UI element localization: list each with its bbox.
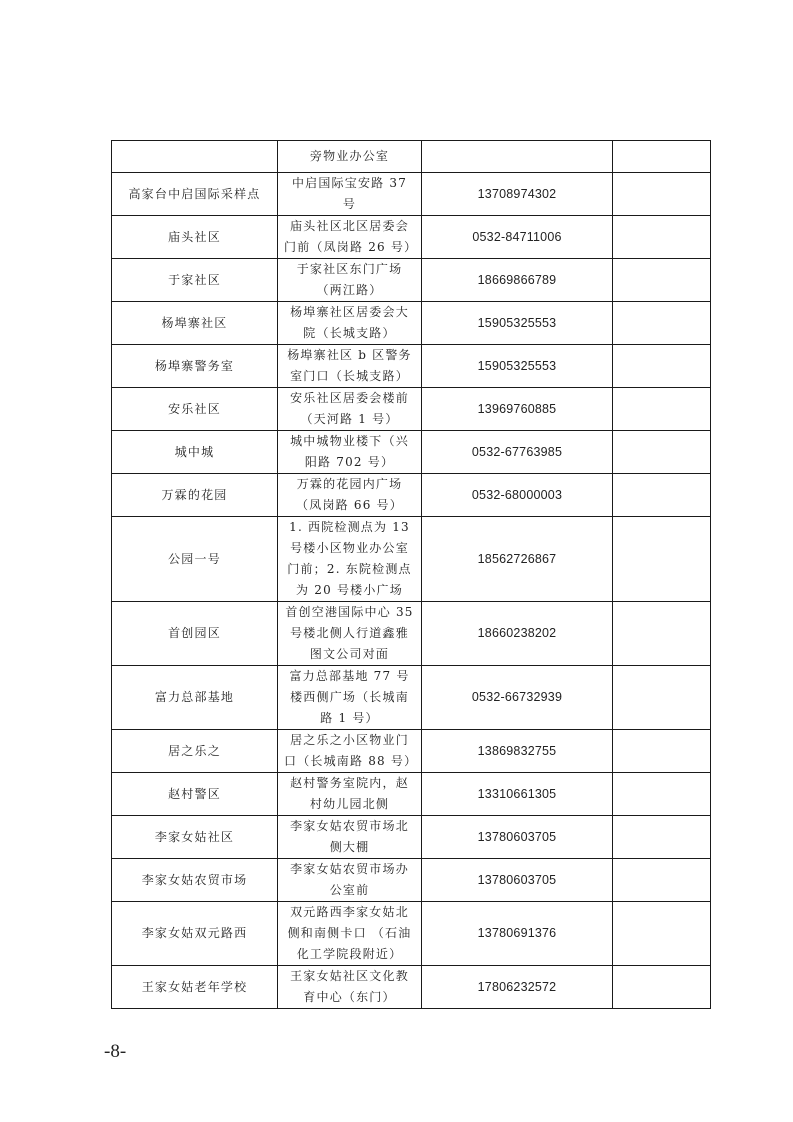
site-name-cell: 杨埠寨警务室 xyxy=(112,345,278,388)
site-note-cell xyxy=(613,173,711,216)
site-name-cell: 万霖的花园 xyxy=(112,474,278,517)
site-note-cell xyxy=(613,602,711,666)
site-phone-cell: 18669866789 xyxy=(422,259,613,302)
site-phone-cell: 13780603705 xyxy=(422,816,613,859)
site-note-cell xyxy=(613,773,711,816)
site-address-cell: 万霖的花园内广场（凤岗路 66 号） xyxy=(278,474,422,517)
site-name-cell: 首创园区 xyxy=(112,602,278,666)
site-phone-cell: 0532-67763985 xyxy=(422,431,613,474)
site-name-cell: 庙头社区 xyxy=(112,216,278,259)
table-row xyxy=(112,474,711,517)
site-phone-cell: 13310661305 xyxy=(422,773,613,816)
site-name-cell xyxy=(112,141,278,173)
site-phone-cell: 13780691376 xyxy=(422,902,613,966)
site-address-cell: 杨埠寨社区居委会大院（长城支路） xyxy=(278,302,422,345)
site-address-cell: 中启国际宝安路 37 号 xyxy=(278,173,422,216)
site-address-cell: 杨埠寨社区 b 区警务室门口（长城支路） xyxy=(278,345,422,388)
site-note-cell xyxy=(613,816,711,859)
table-row xyxy=(112,388,711,431)
site-note-cell xyxy=(613,902,711,966)
site-note-cell xyxy=(613,859,711,902)
site-phone-cell: 0532-68000003 xyxy=(422,474,613,517)
site-note-cell xyxy=(613,259,711,302)
site-phone-cell: 13780603705 xyxy=(422,859,613,902)
site-phone-cell: 13869832755 xyxy=(422,730,613,773)
site-note-cell xyxy=(613,216,711,259)
site-phone-cell: 18562726867 xyxy=(422,517,613,602)
site-name-cell: 高家台中启国际采样点 xyxy=(112,173,278,216)
site-note-cell xyxy=(613,388,711,431)
table-row xyxy=(112,666,711,730)
site-name-cell: 李家女姑社区 xyxy=(112,816,278,859)
site-address-cell: 旁物业办公室 xyxy=(278,141,422,173)
site-note-cell xyxy=(613,474,711,517)
site-note-cell xyxy=(613,966,711,1009)
site-address-cell: 庙头社区北区居委会门前（凤岗路 26 号） xyxy=(278,216,422,259)
site-name-cell: 李家女姑双元路西 xyxy=(112,902,278,966)
table-row xyxy=(112,730,711,773)
site-address-cell: 赵村警务室院内，赵村幼儿园北侧 xyxy=(278,773,422,816)
site-address-cell: 双元路西李家女姑北侧和南侧卡口 （石油化工学院段附近） xyxy=(278,902,422,966)
site-name-cell: 李家女姑农贸市场 xyxy=(112,859,278,902)
site-name-cell: 杨埠寨社区 xyxy=(112,302,278,345)
site-phone-cell: 18660238202 xyxy=(422,602,613,666)
table-row xyxy=(112,859,711,902)
site-address-cell: 王家女姑社区文化教育中心（东门） xyxy=(278,966,422,1009)
site-address-cell: 城中城物业楼下（兴阳路 702 号） xyxy=(278,431,422,474)
table-row xyxy=(112,345,711,388)
site-phone-cell: 13969760885 xyxy=(422,388,613,431)
site-note-cell xyxy=(613,431,711,474)
site-address-cell: 首创空港国际中心 35 号楼北侧人行道鑫雅图文公司对面 xyxy=(278,602,422,666)
site-name-cell: 王家女姑老年学校 xyxy=(112,966,278,1009)
site-address-cell: 1. 西院检测点为 13 号楼小区物业办公室门前；2. 东院检测点为 20 号楼小广场 xyxy=(278,517,422,602)
site-phone-cell: 15905325553 xyxy=(422,302,613,345)
table-row xyxy=(112,141,711,173)
site-note-cell xyxy=(613,302,711,345)
site-address-cell: 居之乐之小区物业门口（长城南路 88 号） xyxy=(278,730,422,773)
site-note-cell xyxy=(613,345,711,388)
site-phone-cell xyxy=(422,141,613,173)
table-row xyxy=(112,431,711,474)
site-note-cell xyxy=(613,517,711,602)
site-address-cell: 李家女姑农贸市场办公室前 xyxy=(278,859,422,902)
table-row xyxy=(112,966,711,1009)
site-phone-cell: 13708974302 xyxy=(422,173,613,216)
table-row xyxy=(112,173,711,216)
site-address-cell: 安乐社区居委会楼前（天河路 1 号） xyxy=(278,388,422,431)
table-row xyxy=(112,902,711,966)
site-phone-cell: 15905325553 xyxy=(422,345,613,388)
site-address-cell: 富力总部基地 77 号楼西侧广场（长城南路 1 号） xyxy=(278,666,422,730)
site-name-cell: 居之乐之 xyxy=(112,730,278,773)
site-note-cell xyxy=(613,141,711,173)
table-row xyxy=(112,602,711,666)
site-address-cell: 于家社区东门广场（两江路） xyxy=(278,259,422,302)
site-note-cell xyxy=(613,730,711,773)
table-row xyxy=(112,816,711,859)
site-address-cell: 李家女姑农贸市场北侧大棚 xyxy=(278,816,422,859)
testing-sites-table xyxy=(111,140,711,1009)
site-name-cell: 公园一号 xyxy=(112,517,278,602)
table-row xyxy=(112,517,711,602)
table-row xyxy=(112,302,711,345)
table-row xyxy=(112,259,711,302)
site-name-cell: 于家社区 xyxy=(112,259,278,302)
site-phone-cell: 0532-66732939 xyxy=(422,666,613,730)
site-name-cell: 富力总部基地 xyxy=(112,666,278,730)
site-note-cell xyxy=(613,666,711,730)
site-name-cell: 安乐社区 xyxy=(112,388,278,431)
site-name-cell: 赵村警区 xyxy=(112,773,278,816)
table-row xyxy=(112,773,711,816)
page-number: -8- xyxy=(104,1041,127,1062)
site-phone-cell: 0532-84711006 xyxy=(422,216,613,259)
site-phone-cell: 17806232572 xyxy=(422,966,613,1009)
site-name-cell: 城中城 xyxy=(112,431,278,474)
table-row xyxy=(112,216,711,259)
